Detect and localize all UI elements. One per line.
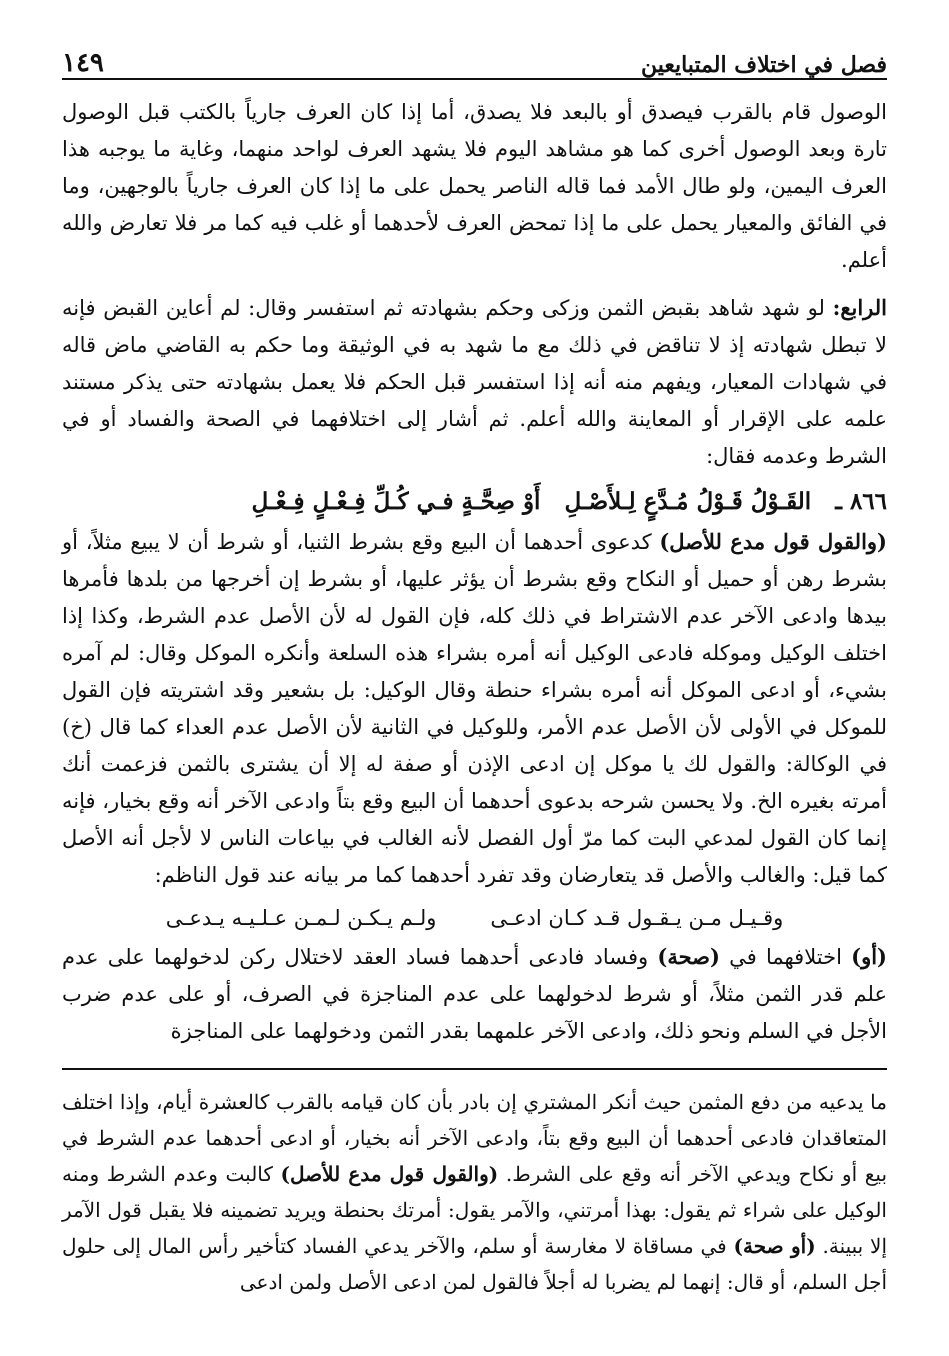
running-title: فصل في اختلاف المتبايعين — [640, 52, 887, 78]
main-text — [62, 94, 887, 1050]
footnotes — [62, 1084, 887, 1300]
quoted-verse-phrase: (والقول قول مدع للأصل) — [659, 529, 887, 554]
verse-866 — [62, 481, 887, 523]
poem-hemistich-1: وقـيـل مـن يـقـول قـد كـان ادعـى — [490, 906, 784, 930]
paragraph-lead: الرابع: — [832, 295, 887, 320]
paragraph-fourth — [62, 289, 887, 475]
poem-hemistich-2: ولـم يـكـن لـمـن عـلـيـه يـدعـى — [165, 906, 437, 930]
footnote-quote: (والقول قول مدع للأصل) — [280, 1162, 499, 1186]
footnote-quote: (أو صحة) — [733, 1234, 816, 1258]
verse-hemistich-1: القَـوْلُ قَـوْلُ مُـدَّعٍ لِـلأَصْـلِ — [564, 488, 812, 515]
paragraph-text: وفساد فادعى أحدهما فساد العقد لاختلال ركن لدخولهما على عدم علم قدر الثمن مثلاً، أو شرط لدخولهما على عدم المناجزة في الصرف، أو على عدم ضرب الأجل في السلم ونحو ذلك، وادعى الآخر علمهما بقدر الثمن ودخولهما على المناجزة — [62, 945, 887, 1043]
verse-hemistich-2: أَوْ صِحَّـةٍ فـي كُـلِّ فِـعْـلٍ فِـعْـلِ — [251, 488, 541, 515]
verse-number: ٨٦٦ ـ — [835, 488, 887, 515]
quoted-poem-line — [62, 898, 887, 938]
paragraph-text: لو شهد شاهد بقبض الثمن وزكى وحكم بشهادته ثم استفسر وقال: لم أعاين القبض فإنه لا تبطل شهادته إذ لا تناقض في ذلك مع ما شهد به في الوثيقة وما حكم به القاضي ماض قاله في شهادات المعيار، ويفهم منه أنه إذا استفسر قبل الحكم فلا يعمل بشهادته حتى يذكر مستند علمه على الإقرار أو المعاينة والله أعلم. ثم أشار إلى اختلافهما في الصحة والفساد أو في الشرط وعدمه فقال: — [62, 296, 887, 468]
page-header — [62, 28, 887, 80]
paragraph-text: اختلافهما في — [719, 945, 852, 969]
paragraph: الوصول قام بالقرب فيصدق أو بالبعد فلا يصدق، أما إذا كان العرف جارياً بالكتب قبل الوصول تارة وبعد الوصول أخرى كما هو مشاهد اليوم فلا يشهد العرف لواحد منهما، وغاية ما يوجبه هذا العرف اليمين، ولو طال الأمد فما قاله الناصر يحمل على ما إذا كان العرف جارياً بالوجهين، وما في الفائق والمعيار يحمل على ما إذا تمحض العرف لأحدهما أو غلب فيه كما مر فلا تعارض والله أعلم. — [62, 100, 887, 272]
footnote-text: في مساقاة لا مغارسة أو سلم، والآخر يدعي الفساد كتأخير رأس المال إلى حلول أجل السلم، أو قال: إنهما لم يضربا له أجلاً فالقول لمن ادعى الأصل ولمن ادعى — [62, 1234, 887, 1294]
quoted-verse-word: (صحة) — [657, 944, 720, 969]
quoted-verse-word: (أو) — [851, 944, 887, 969]
footnote-text: ما يدعيه من دفع المثمن حيث أنكر المشتري إن بادر بأن كان قيامه بالقرب كالعشرة أيام، وإذا اختلف المتعاقدان فادعى أحدهما أن البيع وقع بتاً، وادعى الآخر أنه بخيار، أو ادعى أحدهما عدم الشرط في بيع أو نكاح ويدعي الآخر أنه وقع على الشرط. — [62, 1090, 888, 1186]
footnote-text: كالبت وعدم الشرط ومنه الوكيل على شراء ثم يقول: بهذا أمرتني، والآمر يقول: أمرتك بحنطة ويريد تضمينه فلا يقبل قول الآمر إلا ببينة. — [62, 1162, 888, 1258]
page-number: ١٤٩ — [62, 48, 104, 78]
footnote — [62, 1084, 887, 1300]
paragraph-commentary-2 — [62, 938, 887, 1050]
paragraph-commentary — [62, 523, 887, 894]
paragraph-text: كدعوى أحدهما أن البيع وقع بشرط الثنيا، أو شرط أن لا يبيع مثلاً، أو بشرط رهن أو حميل أو النكاح وقع بشرط أن يؤثر عليها، أو بشرط إن أخرجها من بلدها فأمرها بيدها وادعى الآخر عدم الاشتراط في ذلك كله، فإن القول له لأن الأصل عدم الشرط، وكذا إذا اختلف الوكيل وموكله فادعى الوكيل أنه أمره بشراء هذه السلعة وأنكره الموكل وقال: لم آمره بشيء، أو ادعى الموكل أنه أمره بشراء حنطة وقال الوكيل: بل بشعير وقد اشتريته فإن القول للموكل في الأولى لأن الأصل عدم الأمر، وللوكيل في الثانية لأن الأصل عدم العداء كما قال (خ) في الوكالة: والقول لك يا موكل إن ادعى الإذن أو صفة له إلا أن يشترى بالثمن فزعمت أنك أمرته بغيره الخ. ولا يحسن شرحه بدعوى أحدهما أن البيع وقع بتاً وادعى الآخر أنه وقع بخيار، فإنه إنما كان القول لمدعي البت كما مرّ أول الفصل لأنه الغالب في بياعات الناس لا لأجل أنه الأصل كما قيل: والغالب والأصل قد يتعارضان وقد تفرد أحدهما كما مر بيانه عند قول الناظم: — [62, 530, 887, 887]
footnote-divider — [62, 1068, 887, 1070]
